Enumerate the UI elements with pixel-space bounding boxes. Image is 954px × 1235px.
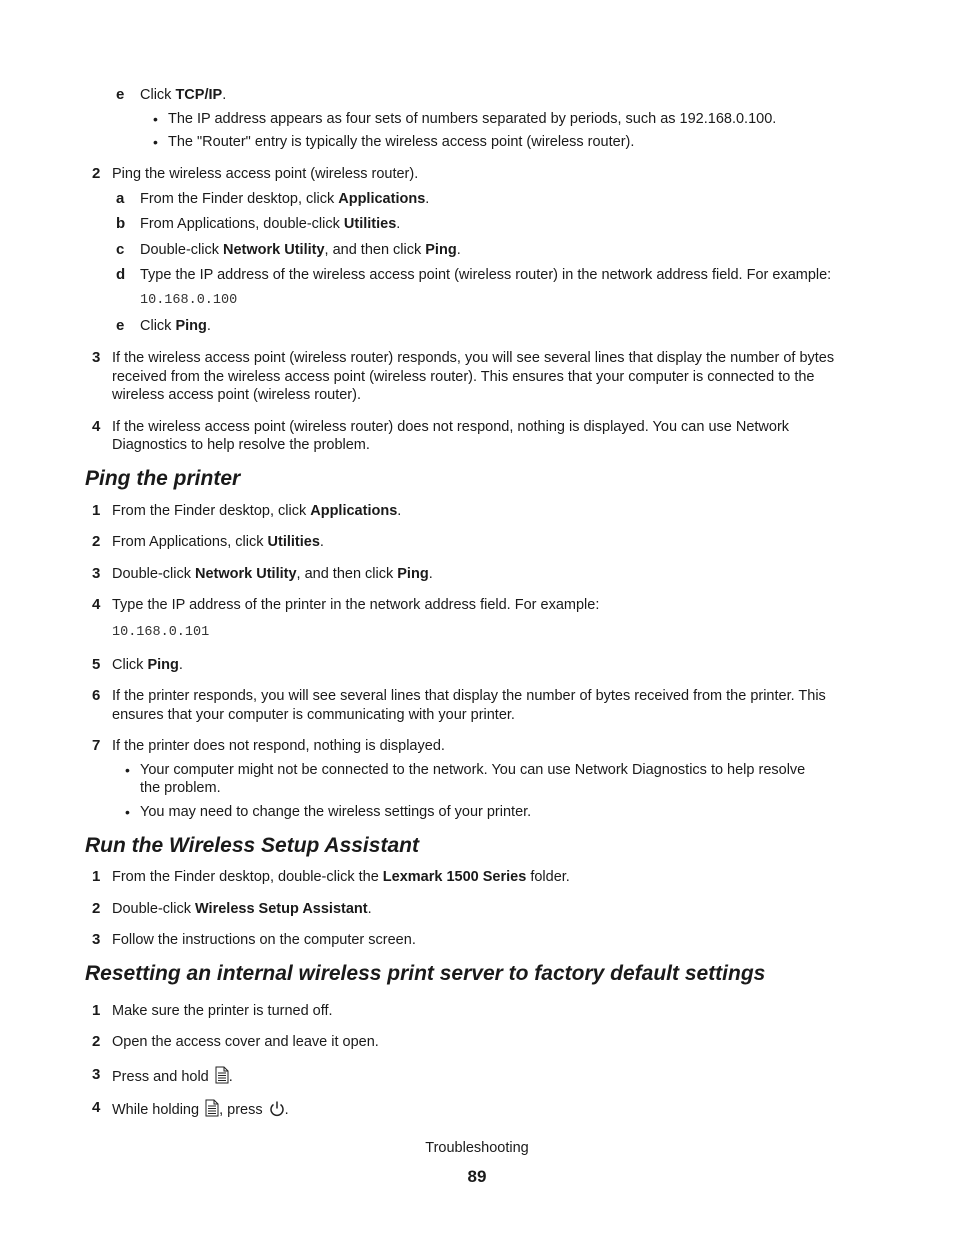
section-heading: Resetting an internal wireless print server to factory default settings <box>85 962 766 985</box>
power-icon <box>269 1100 285 1122</box>
document-settings-icon <box>205 1099 219 1122</box>
document-settings-icon <box>215 1066 229 1089</box>
code-example: 10.168.0.101 <box>112 625 210 640</box>
page-number: 89 <box>467 1167 487 1186</box>
code-example: 10.168.0.100 <box>140 293 238 308</box>
section-heading: Run the Wireless Setup Assistant <box>85 834 419 857</box>
section-heading: Ping the printer <box>85 467 241 490</box>
footer-section-label: Troubleshooting <box>425 1140 529 1156</box>
